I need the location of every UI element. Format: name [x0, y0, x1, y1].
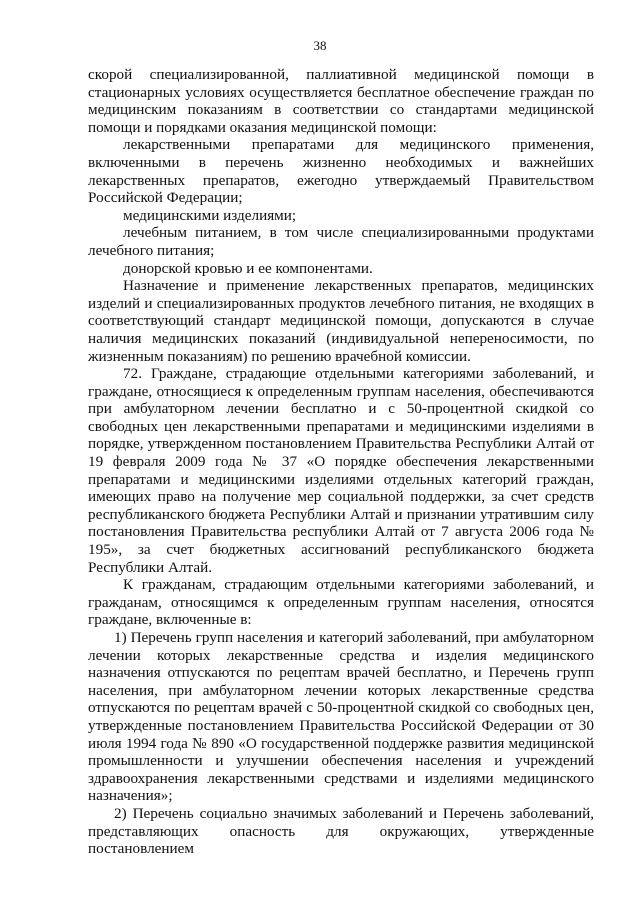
list-item-1: 1) Перечень групп населения и категорий заболеваний, при амбулаторном лечении которых лекарственные средства и изделия медицинского назначения отпускаются по рецептам врачей бесплатно, и Перечень групп населения, при амбулаторном лечении которых лекарственные средства отпускаются по рецептам врачей с 50-процентной скидкой со свободных цен, утвержденные постановлением Правительства Российской Федерации от 30 июля 1994 года № 890 «О государственной поддержке развития медицинской промышленности и улучшении обеспечения населения и учреждений здравоохранения лекарственными средствами и изделиями медицинского назначения»;	[88, 629, 594, 805]
body-text	[88, 66, 594, 858]
paragraph-categories: К гражданам, страдающим отдельными категориями заболеваний, и гражданам, относящимся к определенным группам населения, относятся граждане, включенные в:	[88, 576, 594, 629]
paragraph-intro: скорой специализированной, паллиативной медицинской помощи в стационарных условиях осуществляется бесплатное обеспечение граждан по медицинским показаниям в соответствии со стандартами медицинской помощи и порядками оказания медицинской помощи:	[88, 66, 594, 136]
list-item-2: 2) Перечень социально значимых заболеваний и Перечень заболеваний, представляющих опасность для окружающих, утвержденные постановлением	[88, 804, 594, 858]
page-number: 38	[313, 38, 327, 53]
paragraph-devices: медицинскими изделиями;	[123, 206, 297, 224]
paragraph-72: 72. Граждане, страдающие отдельными категориями заболеваний, и граждане, относящиеся к определенным группам населения, обеспечиваются при амбулаторном лечении бесплатно и с 50-процентной скидкой со свободных цен лекарственными препаратами и медицинскими изделиями в порядке, утвержденном постановлением Правительства Республики Алтай от 19 февраля 2009 года № 37 «О порядке обеспечения лекарственными препаратами и медицинскими изделиями отдельных категорий граждан, имеющих право на получение мер социальной поддержки, за счет средств республиканского бюджета Республики Алтай и признании утратившим силу постановления Правительства республики Алтай от 7 августа 2006 года № 195», за счет бюджетных ассигнований республиканского бюджета Республики Алтай.	[88, 365, 594, 576]
paragraph-blood: донорской кровью и ее компонентами.	[123, 259, 373, 277]
paragraph-prescription: Назначение и применение лекарственных препаратов, медицинских изделий и специализированных продуктов лечебного питания, не входящих в соответствующий стандарт медицинской помощи, допускаются в случае наличия медицинских показаний (индивидуальной непереносимости, по жизненным показаниям) по решению врачебной комиссии.	[88, 277, 594, 365]
paragraph-nutrition: лечебным питанием, в том числе специализированными продуктами лечебного питания;	[88, 224, 594, 259]
paragraph-drugs: лекарственными препаратами для медицинского применения, включенными в перечень жизненно необходимых и важнейших лекарственных препаратов, ежегодно утверждаемый Правительством Российской Федерации;	[88, 136, 594, 207]
